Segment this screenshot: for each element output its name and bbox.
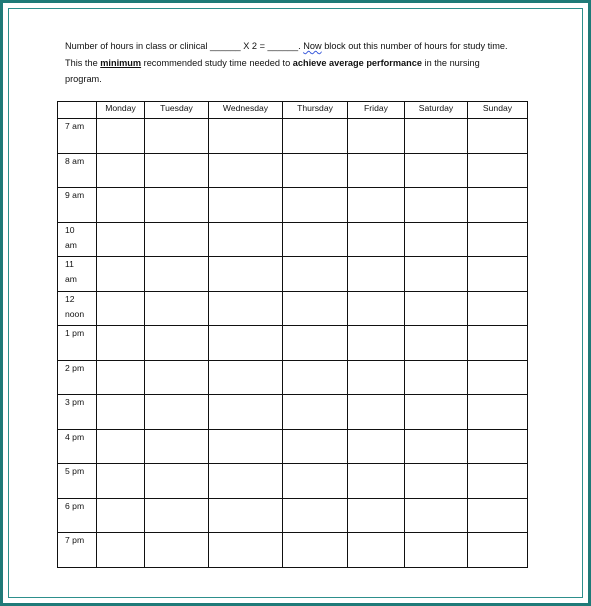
schedule-cell-saturday[interactable]: [405, 464, 468, 499]
time-label-part: 1 pm: [65, 328, 85, 338]
schedule-cell-monday[interactable]: [97, 222, 145, 257]
schedule-cell-thursday[interactable]: [283, 222, 348, 257]
schedule-cell-saturday[interactable]: [405, 395, 468, 430]
time-label: [58, 188, 97, 223]
instructions-line-3: program.: [65, 74, 102, 84]
schedule-cell-friday[interactable]: [348, 533, 405, 568]
schedule-cell-saturday[interactable]: [405, 326, 468, 361]
schedule-cell-tuesday[interactable]: [145, 464, 209, 499]
schedule-cell-saturday[interactable]: [405, 188, 468, 223]
time-label-part: 8 am: [65, 155, 85, 166]
time-row: [58, 464, 528, 499]
schedule-cell-monday[interactable]: [97, 119, 145, 154]
schedule-cell-wednesday[interactable]: [209, 498, 283, 533]
time-label: [58, 153, 97, 188]
time-label: [58, 360, 97, 395]
schedule-cell-thursday[interactable]: [283, 153, 348, 188]
schedule-cell-tuesday[interactable]: [145, 222, 209, 257]
schedule-cell-tuesday[interactable]: [145, 498, 209, 533]
schedule-cell-friday[interactable]: [348, 188, 405, 223]
schedule-cell-sunday[interactable]: [468, 119, 528, 154]
schedule-cell-saturday[interactable]: [405, 257, 468, 292]
minimum-emphasis: minimum: [100, 57, 142, 68]
schedule-cell-saturday[interactable]: [405, 533, 468, 568]
schedule-cell-friday[interactable]: [348, 498, 405, 533]
time-row: [58, 395, 528, 430]
instructions-line-2: This the minimum recommended study time needed to achieve average performance in the nursing: [65, 57, 480, 68]
time-row: [58, 291, 528, 326]
time-label-part: 12: [65, 293, 75, 304]
schedule-cell-sunday[interactable]: [468, 222, 528, 257]
instructions-line-1: Number of hours in class or clinical ______ X 2 = ______. Now block out this number of hours for study time.: [65, 41, 508, 51]
schedule-cell-thursday[interactable]: [283, 533, 348, 568]
schedule-cell-wednesday[interactable]: [209, 291, 283, 326]
time-row: [58, 119, 528, 154]
time-label: [58, 291, 97, 326]
schedule-cell-tuesday[interactable]: [145, 188, 209, 223]
schedule-cell-sunday[interactable]: [468, 153, 528, 188]
schedule-cell-saturday[interactable]: [405, 222, 468, 257]
time-label: [58, 464, 97, 499]
schedule-cell-thursday[interactable]: [283, 498, 348, 533]
time-label-part: noon: [65, 308, 85, 319]
schedule-header-row: [58, 102, 528, 119]
schedule-cell-saturday[interactable]: [405, 498, 468, 533]
day-header-sunday: Sunday: [468, 102, 528, 119]
time-label-part: am: [65, 274, 77, 284]
time-label-part: 7 am: [65, 121, 85, 131]
schedule-cell-monday[interactable]: [97, 326, 145, 361]
study-schedule-table: [57, 101, 528, 568]
schedule-cell-thursday[interactable]: [283, 291, 348, 326]
schedule-cell-friday[interactable]: [348, 464, 405, 499]
time-label-part: 2 pm: [65, 362, 85, 373]
time-row: [58, 533, 528, 568]
schedule-cell-wednesday[interactable]: [209, 429, 283, 464]
schedule-cell-friday[interactable]: [348, 326, 405, 361]
corner-cell: [58, 102, 97, 119]
schedule-cell-saturday[interactable]: [405, 119, 468, 154]
schedule-cell-monday[interactable]: [97, 464, 145, 499]
schedule-cell-sunday[interactable]: [468, 360, 528, 395]
time-row: [58, 360, 528, 395]
instructions: [65, 38, 525, 88]
time-label: [58, 498, 97, 533]
schedule-cell-saturday[interactable]: [405, 291, 468, 326]
schedule-cell-tuesday[interactable]: [145, 119, 209, 154]
schedule-cell-friday[interactable]: [348, 360, 405, 395]
time-label-part: 4 pm: [65, 431, 85, 442]
time-label-part: 3 pm: [65, 397, 85, 407]
now-word: Now: [303, 41, 322, 51]
schedule-cell-wednesday[interactable]: [209, 119, 283, 154]
schedule-cell-friday[interactable]: [348, 119, 405, 154]
time-label-part: 9 am: [65, 190, 85, 200]
schedule-cell-sunday[interactable]: [468, 533, 528, 568]
time-label: [58, 533, 97, 568]
time-row: [58, 326, 528, 361]
schedule-cell-sunday[interactable]: [468, 257, 528, 292]
time-label: [58, 429, 97, 464]
schedule-cell-tuesday[interactable]: [145, 326, 209, 361]
schedule-cell-thursday[interactable]: [283, 326, 348, 361]
schedule-cell-wednesday[interactable]: [209, 464, 283, 499]
time-label: [58, 119, 97, 154]
schedule-cell-monday[interactable]: [97, 533, 145, 568]
schedule-cell-monday[interactable]: [97, 395, 145, 430]
schedule-cell-thursday[interactable]: [283, 119, 348, 154]
day-header-friday: Friday: [348, 102, 405, 119]
schedule-cell-wednesday[interactable]: [209, 257, 283, 292]
schedule-cell-tuesday[interactable]: [145, 429, 209, 464]
schedule-cell-saturday[interactable]: [405, 429, 468, 464]
schedule-cell-friday[interactable]: [348, 257, 405, 292]
time-label-part: 5 pm: [65, 466, 85, 476]
time-label-part: 11: [65, 259, 74, 269]
schedule-cell-friday[interactable]: [348, 153, 405, 188]
schedule-cell-wednesday[interactable]: [209, 222, 283, 257]
schedule-cell-monday[interactable]: [97, 429, 145, 464]
time-row: [58, 153, 528, 188]
schedule-cell-friday[interactable]: [348, 395, 405, 430]
average-performance-emphasis: achieve average performance: [292, 57, 422, 68]
schedule-cell-thursday[interactable]: [283, 464, 348, 499]
time-label-part: 10: [65, 224, 75, 235]
schedule-cell-sunday[interactable]: [468, 498, 528, 533]
schedule-cell-thursday[interactable]: [283, 257, 348, 292]
schedule-cell-wednesday[interactable]: [209, 153, 283, 188]
schedule-cell-wednesday[interactable]: [209, 360, 283, 395]
schedule-cell-sunday[interactable]: [468, 464, 528, 499]
schedule-cell-tuesday[interactable]: [145, 257, 209, 292]
time-label-part: 7 pm: [65, 535, 85, 545]
schedule-cell-sunday[interactable]: [468, 395, 528, 430]
time-label: [58, 257, 97, 292]
day-header-tuesday: Tuesday: [145, 102, 209, 119]
schedule-cell-thursday[interactable]: [283, 360, 348, 395]
schedule-cell-wednesday[interactable]: [209, 533, 283, 568]
schedule-cell-monday[interactable]: [97, 498, 145, 533]
time-row: [58, 257, 528, 292]
day-header-thursday: Thursday: [283, 102, 348, 119]
schedule-cell-wednesday[interactable]: [209, 395, 283, 430]
schedule-cell-sunday[interactable]: [468, 429, 528, 464]
day-header-wednesday: Wednesday: [209, 102, 283, 119]
time-row: [58, 188, 528, 223]
schedule-cell-thursday[interactable]: [283, 429, 348, 464]
schedule-cell-friday[interactable]: [348, 222, 405, 257]
schedule-cell-wednesday[interactable]: [209, 188, 283, 223]
day-header-saturday: Saturday: [405, 102, 468, 119]
schedule-cell-saturday[interactable]: [405, 360, 468, 395]
schedule-cell-sunday[interactable]: [468, 291, 528, 326]
schedule-cell-monday[interactable]: [97, 360, 145, 395]
schedule-cell-tuesday[interactable]: [145, 395, 209, 430]
day-header-monday: Monday: [97, 102, 145, 119]
schedule-cell-tuesday[interactable]: [145, 291, 209, 326]
time-row: [58, 429, 528, 464]
schedule-cell-monday[interactable]: [97, 188, 145, 223]
schedule-cell-friday[interactable]: [348, 429, 405, 464]
schedule-cell-monday[interactable]: [97, 153, 145, 188]
time-row: [58, 498, 528, 533]
time-label: [58, 222, 97, 257]
schedule-cell-tuesday[interactable]: [145, 533, 209, 568]
time-label: [58, 395, 97, 430]
time-label-part: 6 pm: [65, 500, 85, 511]
schedule-cell-thursday[interactable]: [283, 188, 348, 223]
time-label: [58, 326, 97, 361]
schedule-cell-tuesday[interactable]: [145, 153, 209, 188]
schedule-cell-saturday[interactable]: [405, 153, 468, 188]
schedule-cell-monday[interactable]: [97, 257, 145, 292]
schedule-cell-tuesday[interactable]: [145, 360, 209, 395]
schedule-cell-wednesday[interactable]: [209, 326, 283, 361]
schedule-body: [58, 119, 528, 568]
time-label-part: am: [65, 239, 77, 250]
schedule-cell-monday[interactable]: [97, 291, 145, 326]
schedule-cell-friday[interactable]: [348, 291, 405, 326]
schedule-cell-sunday[interactable]: [468, 188, 528, 223]
time-row: [58, 222, 528, 257]
schedule-cell-sunday[interactable]: [468, 326, 528, 361]
schedule-cell-thursday[interactable]: [283, 395, 348, 430]
